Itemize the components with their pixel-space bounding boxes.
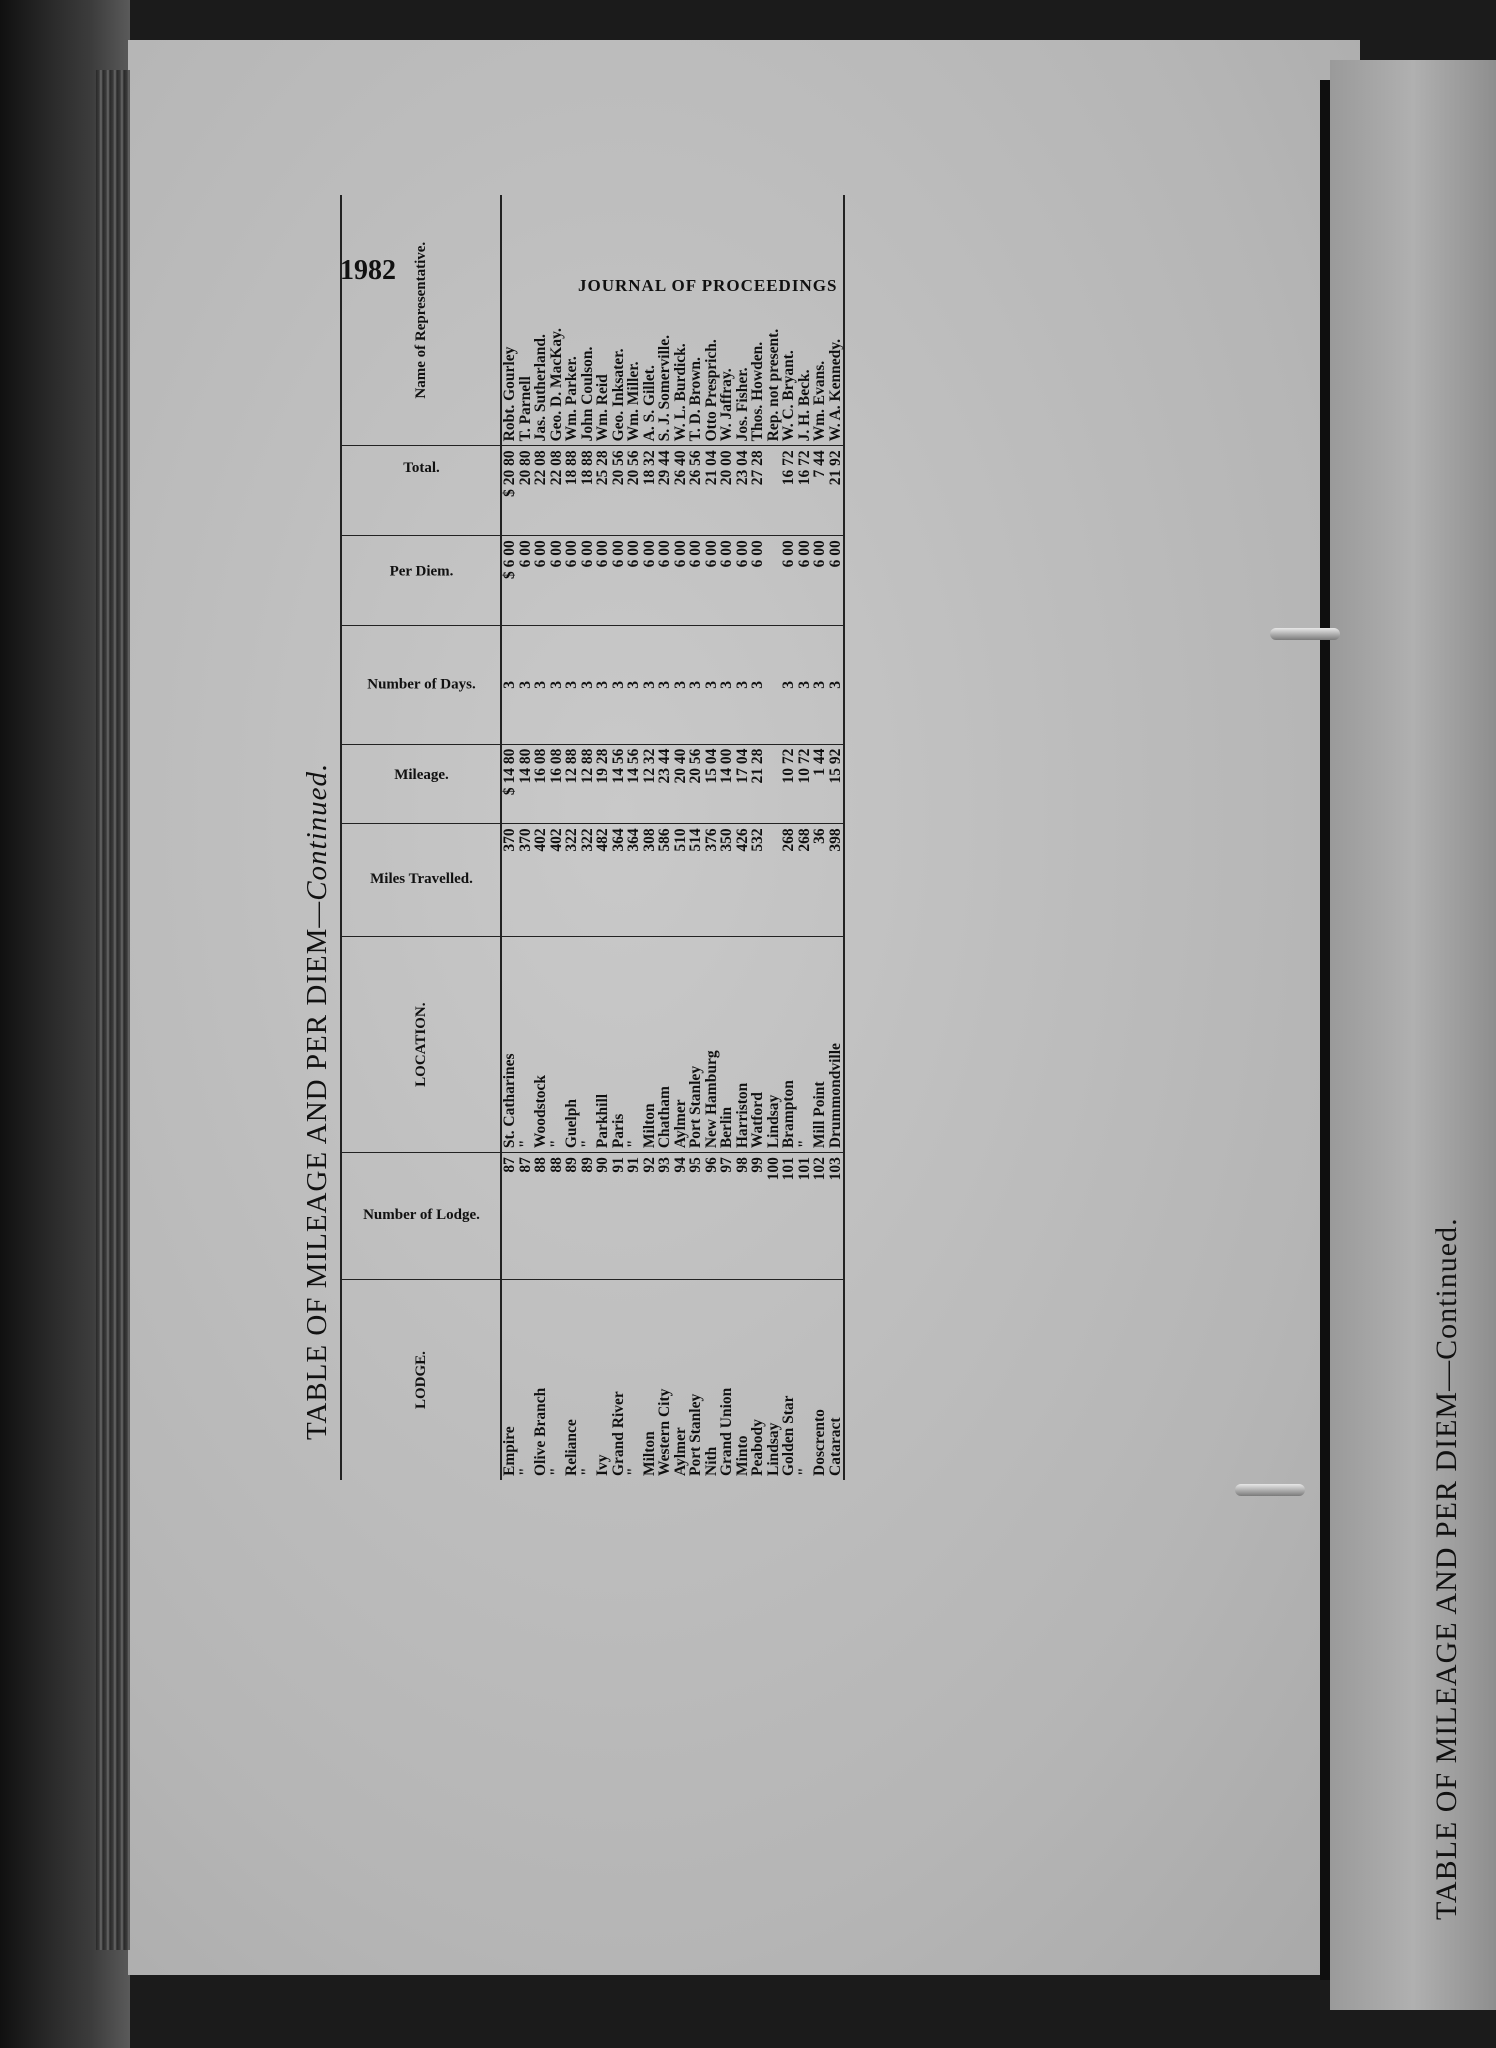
cell-location: Chatham [657,937,673,1153]
cell-location: Woodstock [533,937,549,1153]
cell-days: 3 [580,626,596,745]
cell-name: Rep. not present. [766,195,782,446]
cell-miles: 370 [518,824,534,937]
cell-mileage: 21 28 [750,744,766,824]
cell-total: 16 72 [781,446,797,536]
page-gutter-line [1320,80,1330,1980]
header-mileage [341,744,501,824]
cell-lodge: Lindsay [764,1422,782,1476]
header-number [341,1153,501,1280]
table-row [781,195,797,1480]
cell-lodge: Reliance [563,1419,580,1476]
cell-lodge: Nith [702,1446,720,1476]
cell-number: 92 [642,1153,658,1280]
cell-mileage: 12 88 [580,744,596,824]
cell-location: Parkhill [595,937,611,1153]
cell-total: 7 44 [812,446,828,536]
table-header-row [341,195,501,1480]
cell-miles: 402 [533,824,549,937]
cell-location: " [797,937,813,1153]
cell-mileage: 16 08 [549,744,565,824]
header-per-diem-text: Per Diem. [389,563,453,580]
cell-location: St. Catharines [501,937,518,1153]
cell-total: 25 28 [595,446,611,536]
table-title-suffix: —Continued. [301,762,333,928]
cell-lodge: Port Stanley [687,1393,704,1476]
header-days [341,626,501,745]
cell-number: 98 [735,1153,751,1280]
table-row [828,195,845,1480]
table-row [704,195,720,1480]
cell-per-diem: 6 00 [673,536,689,626]
cell-per-diem: 6 00 [626,536,642,626]
cell-mileage: 15 04 [704,744,720,824]
table-row [812,195,828,1480]
header-location: LOCATION. [341,937,501,1153]
header-lodge: LODGE. [341,1280,501,1480]
table-row [688,195,704,1480]
cell-location: " [549,937,565,1153]
cell-total: 21 04 [704,446,720,536]
table-row [797,195,813,1480]
cell-location: Paris [611,937,627,1153]
cell-number: 89 [564,1153,580,1280]
binding-staple-bottom [1235,1484,1305,1496]
cell-total: 20 56 [611,446,627,536]
cell-lodge: Golden Star [780,1395,797,1476]
cell-days: 3 [595,626,611,745]
cell-total: 22 08 [549,446,565,536]
cell-lodge: " [795,1467,813,1476]
cell-name: T. D. Brown. [688,195,704,446]
cell-miles: 322 [580,824,596,937]
cell-miles: 376 [704,824,720,937]
cell-days: 3 [657,626,673,745]
cell-total: 18 88 [564,446,580,536]
cell-name: S. J. Somerville. [657,195,673,446]
cell-mileage: 19 28 [595,744,611,824]
next-page-title-block [1430,1217,1490,1920]
table-row [735,195,751,1480]
cell-per-diem: 6 00 [704,536,720,626]
cell-miles: 350 [719,824,735,937]
cell-days: 3 [688,626,704,745]
cell-name: John Coulson. [580,195,596,446]
cell-name: J. H. Beck. [797,195,813,446]
table-row [595,195,611,1480]
cell-mileage: 17 04 [735,744,751,824]
cell-total: 22 08 [533,446,549,536]
cell-number: 102 [812,1153,828,1280]
cell-name: Geo. D. MacKay. [549,195,565,446]
table-row [611,195,627,1480]
cell-days: 3 [781,626,797,745]
cell-name: W. Jaffray. [719,195,735,446]
cell-name: Otto Presprich. [704,195,720,446]
cell-days: 3 [735,626,751,745]
cell-lodge: Milton [640,1431,658,1476]
cell-mileage: 20 56 [688,744,704,824]
cell-miles: 36 [812,824,828,937]
cell-mileage: 20 40 [673,744,689,824]
cell-location: Milton [642,937,658,1153]
cell-number: 93 [657,1153,673,1280]
cell-mileage: 15 92 [828,744,845,824]
cell-name: W. L. Burdick. [673,195,689,446]
header-number-text: Number of Lodge. [362,1207,480,1224]
cell-per-diem: 6 00 [564,536,580,626]
table-row [750,195,766,1480]
header-miles [341,824,501,937]
cell-lodge: " [578,1467,596,1476]
cell-lodge: Peabody [749,1419,766,1476]
cell-mileage: 12 88 [564,744,580,824]
cell-number: 103 [828,1153,845,1280]
cell-days: 3 [719,626,735,745]
cell-miles: 402 [549,824,565,937]
cell-per-diem: 6 00 [549,536,565,626]
cell-mileage: 14 80 [518,744,534,824]
cell-location: Aylmer [673,937,689,1153]
cell-name: Thos. Howden. [750,195,766,446]
cell-miles: 370 [501,824,518,937]
cell-number: 89 [580,1153,596,1280]
cell-total: 26 56 [688,446,704,536]
next-page-title: TABLE OF MILEAGE AND PER DIEM—Continued. [1430,1217,1463,1920]
cell-mileage [766,744,782,824]
page-number: 1982 [340,255,396,286]
header-miles-text: Miles Travelled. [369,871,473,888]
table-title [301,195,334,1440]
cell-number: 101 [797,1153,813,1280]
cell-miles: 308 [642,824,658,937]
cell-days: 3 [564,626,580,745]
cell-miles: 268 [797,824,813,937]
cell-total: 21 92 [828,446,845,536]
cell-total: 18 32 [642,446,658,536]
cell-total: 16 72 [797,446,813,536]
cell-days: 3 [626,626,642,745]
table-row [657,195,673,1480]
cell-name: Wm. Reid [595,195,611,446]
table-row [501,195,518,1480]
header-total [341,446,501,536]
table-title-text: TABLE OF MILEAGE AND PER DIEM [301,927,333,1440]
cell-miles: 364 [626,824,642,937]
cell-per-diem: 6 00 [657,536,673,626]
cell-number: 100 [766,1153,782,1280]
cell-name: T. Parnell [518,195,534,446]
cell-per-diem: 6 00 [611,536,627,626]
table-row [580,195,596,1480]
page-stack-edge [96,70,130,1950]
cell-total: 27 28 [750,446,766,536]
cell-miles: 586 [657,824,673,937]
cell-miles: 514 [688,824,704,937]
cell-days [766,626,782,745]
cell-number: 101 [781,1153,797,1280]
table-row [642,195,658,1480]
table-body [501,195,844,1480]
cell-per-diem [766,536,782,626]
cell-lodge: Aylmer [671,1427,689,1476]
cell-per-diem: 6 00 [518,536,534,626]
cell-total: 23 04 [735,446,751,536]
cell-days: 3 [673,626,689,745]
cell-per-diem: 6 00 [812,536,828,626]
cell-lodge: Grand River [609,1391,627,1476]
cell-lodge: Cataract [828,1280,845,1480]
table-row [673,195,689,1480]
cell-number: 96 [704,1153,720,1280]
cell-miles: 510 [673,824,689,937]
header-days-text: Number of Days. [366,676,476,693]
cell-name: Geo. Inksater. [611,195,627,446]
cell-miles: 322 [564,824,580,937]
cell-number: 97 [719,1153,735,1280]
table-row [533,195,549,1480]
cell-miles: 398 [828,824,845,937]
cell-lodge: " [625,1467,642,1476]
cell-lodge: Olive Branch [532,1387,549,1476]
cell-mileage: 16 08 [533,744,549,824]
cell-miles: 426 [735,824,751,937]
running-head: JOURNAL OF PROCEEDINGS [578,276,838,295]
cell-miles: 482 [595,824,611,937]
cell-mileage: 14 00 [719,744,735,824]
cell-per-diem: 6 00 [595,536,611,626]
cell-per-diem: 6 00 [642,536,658,626]
cell-mileage: 1 44 [812,744,828,824]
header-per-diem [341,536,501,626]
cell-location: Lindsay [766,937,782,1153]
cell-location: " [580,937,596,1153]
cell-days: 3 [611,626,627,745]
cell-name: Wm. Miller. [626,195,642,446]
cell-location: Brampton [781,937,797,1153]
cell-days: 3 [642,626,658,745]
cell-location: Watford [750,937,766,1153]
cell-mileage: $ 14 80 [501,744,518,824]
cell-total: 18 88 [580,446,596,536]
cell-total [766,446,782,536]
header-representative: Name of Representative. [341,195,501,446]
cell-name: Jos. Fisher. [735,195,751,446]
cell-miles [766,824,782,937]
cell-location: Port Stanley [688,937,704,1153]
cell-per-diem: 6 00 [735,536,751,626]
cell-lodge: Western City [656,1388,673,1476]
cell-mileage: 10 72 [781,744,797,824]
cell-number: 91 [611,1153,627,1280]
cell-number: 88 [533,1153,549,1280]
cell-name: Jas. Sutherland. [533,195,549,446]
cell-per-diem: 6 00 [828,536,845,626]
cell-mileage: 10 72 [797,744,813,824]
table-row [719,195,735,1480]
cell-days: 3 [704,626,720,745]
cell-mileage: 14 56 [611,744,627,824]
cell-total: $ 20 80 [501,446,518,536]
cell-name: W. A. Kennedy. [828,195,845,446]
cell-per-diem: 6 00 [533,536,549,626]
cell-mileage: 14 56 [626,744,642,824]
cell-total: 20 80 [518,446,534,536]
cell-per-diem: 6 00 [781,536,797,626]
cell-days: 3 [533,626,549,745]
cell-per-diem: 6 00 [750,536,766,626]
header-total-text: Total. [402,460,440,477]
cell-days: 3 [750,626,766,745]
cell-mileage: 23 44 [657,744,673,824]
cell-number: 87 [518,1153,534,1280]
cell-total: 26 40 [673,446,689,536]
table-row [766,195,782,1480]
cell-number: 87 [501,1153,518,1280]
cell-per-diem: $ 6 00 [501,536,518,626]
cell-number: 88 [549,1153,565,1280]
cell-number: 91 [626,1153,642,1280]
cell-lodge: Doscrento [811,1409,828,1476]
cell-days: 3 [797,626,813,745]
table-row [626,195,642,1480]
cell-per-diem: 6 00 [580,536,596,626]
cell-number: 99 [750,1153,766,1280]
table-row [518,195,534,1480]
cell-lodge: " [516,1467,534,1476]
table-row [564,195,580,1480]
cell-location: Berlin [719,937,735,1153]
table-row [549,195,565,1480]
cell-name: W. C. Bryant. [781,195,797,446]
cell-days: 3 [828,626,845,745]
cell-total: 20 56 [626,446,642,536]
cell-number: 94 [673,1153,689,1280]
cell-lodge: Grand Union [718,1387,735,1476]
cell-location: " [626,937,642,1153]
cell-days: 3 [812,626,828,745]
cell-name: A. S. Gillet. [642,195,658,446]
binding-staple-top [1270,628,1340,640]
cell-location: Harriston [735,937,751,1153]
cell-lodge: Minto [733,1435,751,1476]
cell-lodge: " [547,1467,565,1476]
cell-lodge: Empire [501,1426,518,1476]
cell-location: Mill Point [812,937,828,1153]
cell-number: 90 [595,1153,611,1280]
cell-per-diem: 6 00 [797,536,813,626]
cell-mileage: 12 32 [642,744,658,824]
rotated-table-block [301,195,1111,1480]
cell-per-diem: 6 00 [688,536,704,626]
header-mileage-text: Mileage. [393,767,449,784]
cell-location: " [518,937,534,1153]
cell-location: Guelph [564,937,580,1153]
cell-per-diem: 6 00 [719,536,735,626]
mileage-table [340,195,845,1480]
cell-total: 29 44 [657,446,673,536]
cell-days: 3 [549,626,565,745]
cell-location: Drummondville [828,937,845,1153]
cell-miles: 532 [750,824,766,937]
cell-name: Wm. Evans. [812,195,828,446]
cell-days: 3 [501,626,518,745]
cell-lodge: Ivy [594,1454,611,1476]
cell-number: 95 [688,1153,704,1280]
cell-total: 20 00 [719,446,735,536]
cell-days: 3 [518,626,534,745]
cell-location: New Hamburg [704,937,720,1153]
cell-miles: 268 [781,824,797,937]
cell-name: Robt. Gourley [501,195,518,446]
cell-name: Wm. Parker. [564,195,580,446]
cell-miles: 364 [611,824,627,937]
